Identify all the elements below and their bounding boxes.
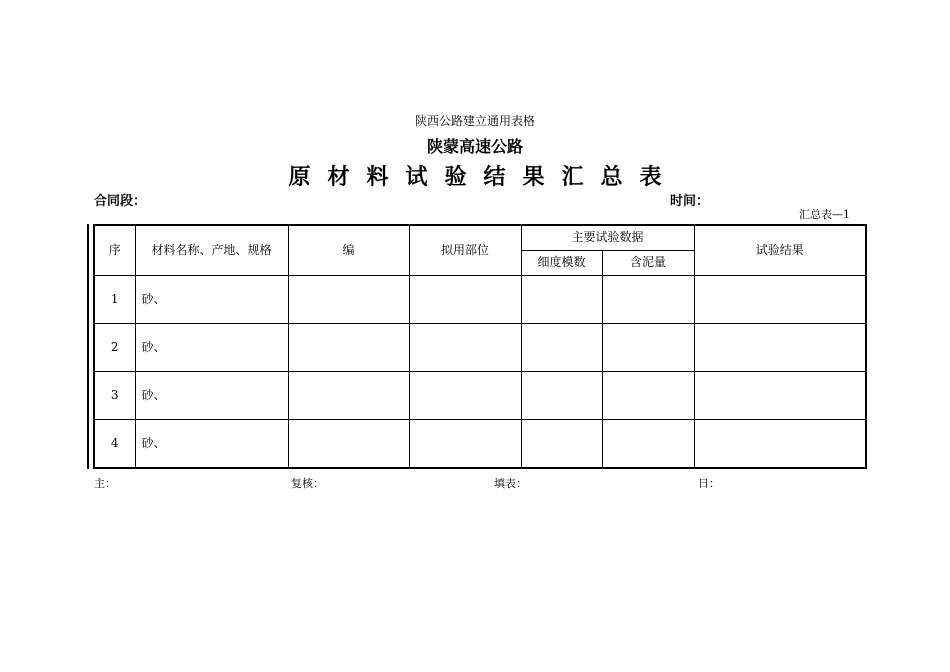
header-location: 拟用部位 (409, 225, 521, 275)
table-row (94, 275, 866, 323)
row-fineness-cell[interactable] (521, 275, 602, 323)
row-mud-cell[interactable] (602, 420, 694, 468)
row-mud-cell[interactable] (602, 275, 694, 323)
left-margin-rule (87, 224, 89, 469)
header-material: 材料名称、产地、规格 (135, 225, 288, 275)
footer-date-label: 日： (698, 477, 720, 490)
table-row (94, 420, 866, 468)
footer-supervisor-label: 主： (94, 477, 116, 490)
row-code-cell[interactable] (288, 372, 409, 420)
row-location-cell[interactable] (409, 372, 521, 420)
row-location-cell[interactable] (409, 420, 521, 468)
row-location-cell[interactable] (409, 275, 521, 323)
footer-review-label: 复核： (291, 477, 324, 490)
row-seq: 1 (94, 275, 135, 323)
header-line2: 陕蒙高速公路 (426, 137, 523, 156)
row-code-cell[interactable] (288, 420, 409, 468)
row-result-cell[interactable] (694, 420, 866, 468)
row-fineness-cell[interactable] (521, 323, 602, 371)
header-main-data: 主要试验数据 (521, 225, 694, 250)
header-line1: 陕西公路建立通用表格 (414, 114, 535, 128)
table-header-row (94, 225, 866, 250)
row-code-cell[interactable] (288, 275, 409, 323)
row-material: 砂、 (135, 275, 288, 323)
footer-fill-label: 填表： (494, 477, 527, 490)
row-mud-cell[interactable] (602, 323, 694, 371)
time-label: 时间： (670, 194, 710, 209)
row-mud-cell[interactable] (602, 372, 694, 420)
contract-section-label: 合同段： (94, 194, 147, 209)
row-fineness-cell[interactable] (521, 420, 602, 468)
header-fineness: 细度模数 (521, 250, 602, 275)
row-seq: 2 (94, 323, 135, 371)
row-material: 砂、 (135, 372, 288, 420)
document-title: 原材料试验结果汇总表 (288, 165, 679, 190)
row-seq: 4 (94, 420, 135, 468)
row-result-cell[interactable] (694, 372, 866, 420)
header-seq: 序 (94, 225, 135, 275)
table-row (94, 323, 866, 371)
row-material: 砂、 (135, 420, 288, 468)
row-seq: 3 (94, 372, 135, 420)
table-row (94, 372, 866, 420)
header-code: 编 (288, 225, 409, 275)
row-result-cell[interactable] (694, 275, 866, 323)
header-mud: 含泥量 (602, 250, 694, 275)
row-location-cell[interactable] (409, 323, 521, 371)
summary-table-container (93, 224, 865, 469)
form-code: 汇总表—1 (799, 208, 850, 221)
row-code-cell[interactable] (288, 323, 409, 371)
header-result: 试验结果 (694, 225, 866, 275)
row-material: 砂、 (135, 323, 288, 371)
row-result-cell[interactable] (694, 323, 866, 371)
summary-table (93, 224, 867, 469)
row-fineness-cell[interactable] (521, 372, 602, 420)
